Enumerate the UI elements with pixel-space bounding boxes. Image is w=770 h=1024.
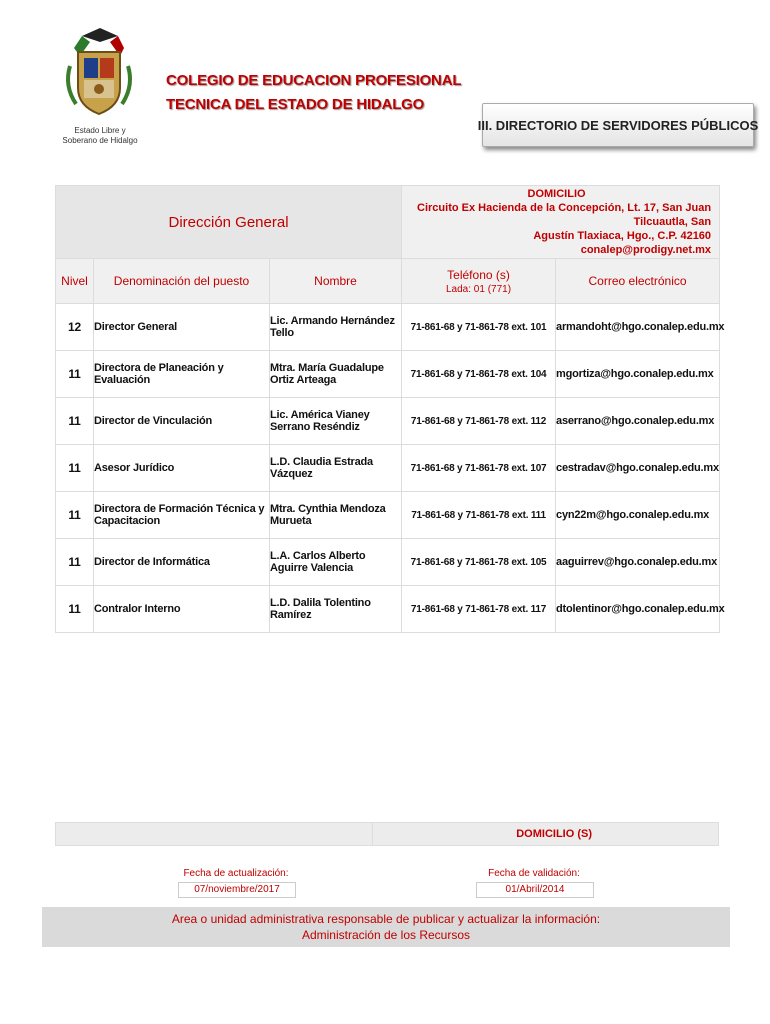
validation-date-label: Fecha de validación: <box>488 868 580 879</box>
directory-table <box>55 185 725 633</box>
unit-address <box>402 186 720 259</box>
update-date-label: Fecha de actualización: <box>183 868 289 879</box>
puesto-cell: Contralor Interno <box>94 586 270 633</box>
unit-name: Dirección General <box>56 186 402 259</box>
telefono-cell: 71-861-68 y 71-861-78 ext. 112 <box>402 398 556 445</box>
table-row <box>56 304 720 351</box>
institution-name-line2: TECNICA DEL ESTADO DE HIDALGO <box>166 96 425 113</box>
nivel-cell: 11 <box>56 351 94 398</box>
update-date-value: 07/noviembre/2017 <box>178 882 296 898</box>
correo-cell: cyn22m@hgo.conalep.edu.mx <box>556 492 720 539</box>
puesto-cell: Directora de Planeación y Evaluación <box>94 351 270 398</box>
nombre-cell: L.D. Claudia Estrada Vázquez <box>270 445 402 492</box>
telefono-cell: 71-861-68 y 71-861-78 ext. 107 <box>402 445 556 492</box>
domicilios-label: DOMICILIO (S) <box>373 823 718 845</box>
nombre-cell: L.A. Carlos Alberto Aguirre Valencia <box>270 539 402 586</box>
unit-email: conalep@prodigy.net.mx <box>580 244 712 256</box>
col-telefono-label: Teléfono (s) <box>447 267 510 282</box>
address-line1: Circuito Ex Hacienda de la Concepción, Lt. 17, San Juan Tilcuautla, San <box>417 202 712 228</box>
seal-caption: Estado Libre y Soberano de Hidalgo <box>62 126 138 145</box>
state-coat-of-arms <box>60 26 138 122</box>
col-puesto: Denominación del puesto <box>94 259 270 304</box>
telefono-cell: 71-861-68 y 71-861-78 ext. 101 <box>402 304 556 351</box>
nivel-cell: 11 <box>56 445 94 492</box>
telefono-cell: 71-861-68 y 71-861-78 ext. 105 <box>402 539 556 586</box>
nombre-cell: L.D. Dalila Tolentino Ramírez <box>270 586 402 633</box>
nivel-cell: 11 <box>56 492 94 539</box>
column-headers <box>56 259 720 304</box>
institution-name-line1: COLEGIO DE EDUCACION PROFESIONAL <box>166 72 462 89</box>
col-lada-label: Lada: 01 (771) <box>446 283 512 295</box>
nombre-cell: Lic. América Vianey Serrano Reséndiz <box>270 398 402 445</box>
table-row <box>56 586 720 633</box>
responsible-unit-box <box>42 907 730 947</box>
responsible-unit-label: Area o unidad administrativa responsable de publicar y actualizar la información: <box>171 912 601 926</box>
correo-cell: mgortiza@hgo.conalep.edu.mx <box>556 351 720 398</box>
nombre-cell: Lic. Armando Hernández Tello <box>270 304 402 351</box>
validation-date-value: 01/Abril/2014 <box>476 882 594 898</box>
telefono-cell: 71-861-68 y 71-861-78 ext. 117 <box>402 586 556 633</box>
col-correo: Correo electrónico <box>556 259 720 304</box>
table-row <box>56 539 720 586</box>
correo-cell: aaguirrev@hgo.conalep.edu.mx <box>556 539 720 586</box>
table-row <box>56 398 720 445</box>
correo-cell: aserrano@hgo.conalep.edu.mx <box>556 398 720 445</box>
table-row <box>56 445 720 492</box>
correo-cell: armandoht@hgo.conalep.edu.mx <box>556 304 720 351</box>
col-telefono <box>402 259 556 304</box>
puesto-cell: Director General <box>94 304 270 351</box>
table-row <box>56 351 720 398</box>
puesto-cell: Director de Vinculación <box>94 398 270 445</box>
col-nivel: Nivel <box>56 259 94 304</box>
responsible-unit-value: Administración de los Recursos <box>301 928 471 942</box>
puesto-cell: Directora de Formación Técnica y Capacitacion <box>94 492 270 539</box>
col-nombre: Nombre <box>270 259 402 304</box>
nombre-cell: Mtra. María Guadalupe Ortiz Arteaga <box>270 351 402 398</box>
nombre-cell: Mtra. Cynthia Mendoza Murueta <box>270 492 402 539</box>
address-line2: Agustín Tlaxiaca, Hgo., C.P. 42160 <box>533 230 712 242</box>
puesto-cell: Asesor Jurídico <box>94 445 270 492</box>
nivel-cell: 11 <box>56 398 94 445</box>
section-title: III. DIRECTORIO DE SERVIDORES PÚBLICOS <box>482 103 754 147</box>
nivel-cell: 11 <box>56 586 94 633</box>
puesto-cell: Director de Informática <box>94 539 270 586</box>
domicilios-bar-left <box>56 823 373 845</box>
nivel-cell: 12 <box>56 304 94 351</box>
domicilios-bar <box>55 822 719 846</box>
correo-cell: cestradav@hgo.conalep.edu.mx <box>556 445 720 492</box>
table-row <box>56 492 720 539</box>
telefono-cell: 71-861-68 y 71-861-78 ext. 104 <box>402 351 556 398</box>
correo-cell: dtolentinor@hgo.conalep.edu.mx <box>556 586 720 633</box>
nivel-cell: 11 <box>56 539 94 586</box>
telefono-cell: 71-861-68 y 71-861-78 ext. 111 <box>402 492 556 539</box>
domicilio-label: DOMICILIO <box>527 188 586 200</box>
